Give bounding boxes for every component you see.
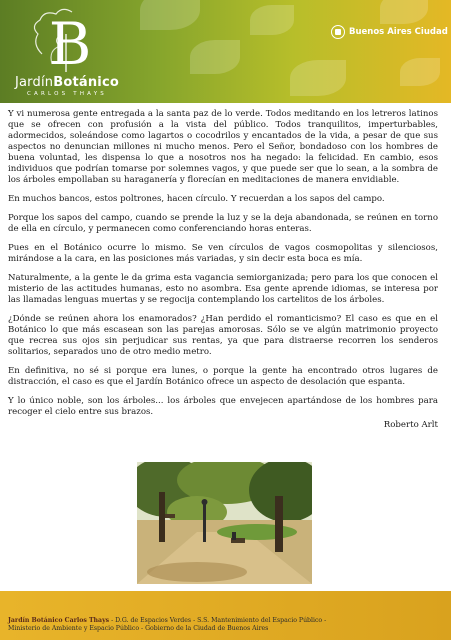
logo-title: JardínBotánico: [14, 75, 119, 90]
garden-photo: [137, 462, 312, 584]
paragraph: En muchos bancos, estos poltrones, hacen círculo. Y recuerdan a los sapos del campo.: [8, 194, 385, 204]
logo-letter: B: [48, 10, 92, 76]
footer-ministry: Ministerio de Ambiente y Espacio Público - Gobierno de la Ciudad de Buenos Aires: [8, 625, 269, 633]
paragraph: En definitiva, no sé si porque era lunes, o porque la gente ha encontrado otros lugares de distracción, el caso es que el Jardín Botánico ofrece un aspecto de desolación que espanta.: [8, 366, 438, 387]
article-body: [8, 109, 438, 431]
page-header: [0, 0, 451, 103]
tree-logo-icon: [22, 4, 118, 76]
paragraph: Naturalmente, a la gente le da grima esta vagancia semiorganizada; pero para los que conocen el misterio de las actitudes humanas, esto no asombra. Esa gente aprende idiomas, se interesa por las llamadas lenguas muertas y se regocija contemplando los cartelitos de los árboles.: [8, 273, 438, 305]
author-signature: Roberto Arlt: [383, 420, 438, 430]
footer-credits: Jardín Botánico Carlos Thays - D.G. de Espacios Verdes - S.S. Mantenimiento del Espacio Público - Ministerio de Ambiente y Espacio Público - Gobierno de la Ciudad de Buenos Aires: [8, 617, 327, 633]
city-logo: [331, 25, 448, 39]
paragraph: Porque los sapos del campo, cuando se prende la luz y se la deja abandonada, se reúnen en torno de ella en círculo, y permanecen como conferenciando horas enteras.: [8, 213, 438, 234]
paragraph: Y lo único noble, son los árboles... los árboles que envejecen apartándose de los hombres para recoger el cielo entre sus brazos.: [8, 396, 438, 417]
city-name: Buenos Aires Ciudad: [349, 27, 448, 37]
logo-subtitle: CARLOS THAYS: [27, 91, 107, 97]
city-badge-icon: [331, 25, 345, 39]
paragraph: ¿Dónde se reúnen ahora los enamorados? ¿Han perdido el romanticismo? El caso es que en el Botánico lo que más escasean son las parejas amorosas. Sólo se ve algún matrimonio proyecto que recrea sus ojos sin perjudicar sus rentas, ya que para distraerse recorren los senderos solitarios, separados uno de otro medio metro.: [8, 314, 438, 357]
paragraph: Y vi numerosa gente entregada a la santa paz de lo verde. Todos meditando en los letreros latinos que se ofrecen con profusión a la vista del público. Todos tranquilitos, imperturbables, adormecidos, soleándose como lagartos o cocodrilos y encantados de la vida, a pesar de que sus aspectos no denuncian millones ni mucho menos. Pero el Señor, bondadoso con los hombres de buena voluntad, les dispensa lo que a nosotros nos ha negado: la felicidad. En cambio, esos individuos que podrían tomarse por solemnes vagos, y que puede ser que lo sean, a la sombra de los árboles empollaban su haraganería y florecían en meditaciones de manera envidiable.: [8, 109, 438, 185]
paragraph: Pues en el Botánico ocurre lo mismo. Se ven círculos de vagos cosmopolitas y silenciosos, mirándose a la cara, en las posiciones más variadas, y sin decir esta boca es mía.: [8, 243, 438, 264]
footer-org-name: Jardín Botánico Carlos Thays: [8, 617, 110, 624]
page-footer: [0, 591, 451, 640]
garden-photo-illustration: [137, 462, 312, 584]
